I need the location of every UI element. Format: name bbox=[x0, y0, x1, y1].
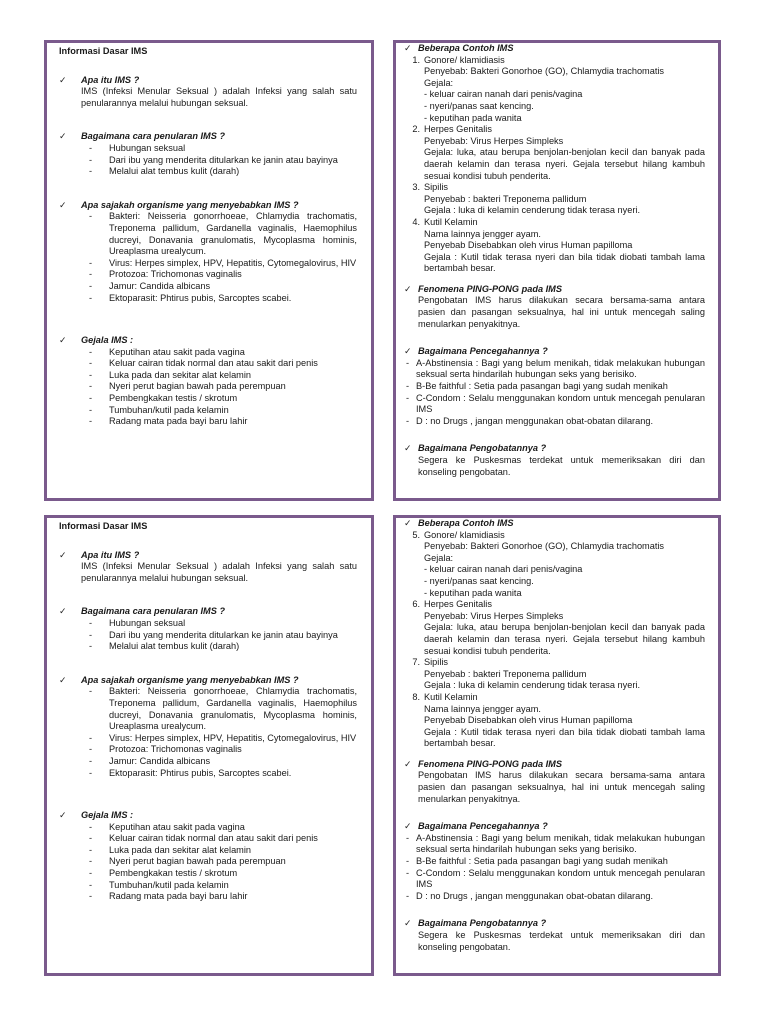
list-item: - Pembengkakan testis / skrotum bbox=[89, 868, 238, 879]
question-treatment: ✓ Bagaimana Pengobatannya ? bbox=[404, 918, 547, 929]
list-item: - Jamur: Candida albicans bbox=[89, 755, 211, 766]
question-organisms: ✓ Apa sajakah organisme yang menyebabkan IMS ? bbox=[59, 674, 299, 685]
list-item: - Radang mata pada bayi baru lahir bbox=[89, 891, 248, 902]
list-item: - Ektoparasit: Phtirus pubis, Sarcoptes scabei. bbox=[89, 767, 292, 778]
list-item: - Keputihan atau sakit pada vagina bbox=[89, 346, 245, 357]
check-icon: ✓ bbox=[59, 74, 67, 85]
examples-panel-bottom: ✓ Beberapa Contoh IMS 5. Gonore/ klamidiasis Penyebab: Bakteri Gonorhoe (GO), Chlamydia trachomatis Gejala: - keluar cairan nanah dari penis/vagina - nyeri/panas saat kencing. - keputihan pada wanita 6. Herpes Genitalis Penyebab: Virus Herpes Simpleks Gejala: luka, atau berupa benjolan-benjolan kecil dan banyak pada daerah kelamin dan terasa nyeri. Gejala tersebut hilang kambuh sesuai kondisi tubuh penderita. 7. Sipilis Penyebab : bakteri Treponema pallidum Gejala : luka di kelamin cenderung tidak terasa nyeri. 8. Kutil Kelamin Nama lainnya jengger ayam. Penyebab Disebabkan oleh virus Human papilloma Gejala : Kutil tidak terasa nyeri dan bila tidak diobati tambah lama bertambah besar. ✓ Fenomena PING-PONG pada IMS Pengobatan IMS harus dilakukan secara bersama-sama antara pasien dan pasangan seksualnya, hal ini untuk mencegah saling menularkan penyakitnya. ✓ Bagaimana Pencegahannya ? - A-Abstinensia : Bagi yang belum menikah, tidak melakukan hubungan seksual serta hindarilah hubungan seks yang berisiko. - B-Be faithful : Setia pada pasangan bagi yang sudah menikah - C-Condom : Selalu menggunakan kondom untuk mencegah penularan IMS - D : no Drugs , jangan menggunakan obat-obatan dilarang. ✓ Bagaimana Pengobatannya ? Segera ke Puskesmas terdekat untuk memeriksakan diri dan konseling pengobatan. bbox=[393, 515, 721, 976]
transmission-list bbox=[59, 618, 357, 653]
list-item: - C-Condom : Selalu menggunakan kondom untuk mencegah penularan IMS bbox=[406, 867, 705, 890]
list-item: - Luka pada dan sekitar alat kelamin bbox=[89, 369, 251, 380]
check-icon: ✓ bbox=[404, 443, 412, 454]
list-item: - Tumbuhan/kutil pada kelamin bbox=[89, 404, 229, 415]
list-item: - Nyeri perut bagian bawah pada perempuan bbox=[89, 856, 286, 867]
list-item: - Radang mata pada bayi baru lahir bbox=[89, 416, 248, 427]
check-icon: ✓ bbox=[59, 199, 67, 210]
list-item: - Melalui alat tembus kulit (darah) bbox=[89, 641, 240, 652]
answer-what-is-ims: IMS (Infeksi Menular Seksual ) adalah Infeksi yang salah satu penularannya melalui hubungan seksual. bbox=[81, 86, 357, 108]
list-item: - Bakteri: Neisseria gonorrhoeae, Chlamydia trachomatis, Treponema pallidum, Gardanella vaginalis, Haemophilus ducreyi, Donavania granulomatis, Mycoplasma hominis, Ureaplasma urealycum. bbox=[89, 686, 357, 732]
symptoms-list bbox=[59, 347, 357, 428]
check-icon: ✓ bbox=[59, 549, 67, 560]
list-item: - B-Be faithful : Setia pada pasangan bagi yang sudah menikah bbox=[406, 381, 668, 392]
question-prevention: ✓ Bagaimana Pencegahannya ? bbox=[404, 821, 548, 832]
list-item: - Pembengkakan testis / skrotum bbox=[89, 393, 238, 404]
example-item: 8. Kutil Kelamin bbox=[412, 691, 478, 702]
list-item: - B-Be faithful : Setia pada pasangan bagi yang sudah menikah bbox=[406, 856, 668, 867]
check-icon: ✓ bbox=[59, 674, 67, 685]
example-item: 3. Sipilis bbox=[412, 182, 448, 193]
list-item: - A-Abstinensia : Bagi yang belum menikah, tidak melakukan hubungan seksual serta hindarilah hubungan seks yang berisiko. bbox=[406, 832, 705, 855]
question-ping-pong: ✓ Fenomena PING-PONG pada IMS bbox=[404, 758, 562, 769]
example-item: 6. Herpes Genitalis bbox=[412, 599, 492, 610]
list-item: - D : no Drugs , jangan menggunakan obat-obatan dilarang. bbox=[406, 890, 653, 901]
question-transmission: ✓ Bagaimana cara penularan IMS ? bbox=[59, 131, 225, 142]
list-item: - Keluar cairan tidak normal dan atau sakit dari penis bbox=[89, 833, 318, 844]
check-icon: ✓ bbox=[59, 606, 67, 617]
list-item: - Virus: Herpes simplex, HPV, Hepatitis, Cytomegalovirus, HIV bbox=[89, 732, 357, 743]
example-item: 7. Sipilis bbox=[412, 657, 448, 668]
list-item: - Melalui alat tembus kulit (darah) bbox=[89, 166, 240, 177]
list-item: - Dari ibu yang menderita ditularkan ke janin atau bayinya bbox=[89, 154, 338, 165]
list-item: - Dari ibu yang menderita ditularkan ke janin atau bayinya bbox=[89, 629, 338, 640]
list-item: - Keluar cairan tidak normal dan atau sakit dari penis bbox=[89, 358, 318, 369]
question-what-is-ims: ✓ Apa itu IMS ? bbox=[59, 549, 140, 560]
check-icon: ✓ bbox=[59, 810, 67, 821]
answer-what-is-ims: IMS (Infeksi Menular Seksual ) adalah Infeksi yang salah satu penularannya melalui hubungan seksual. bbox=[81, 561, 357, 583]
examples-panel-top: ✓ Beberapa Contoh IMS 1. Gonore/ klamidiasis Penyebab: Bakteri Gonorhoe (GO), Chlamydia trachomatis Gejala: - keluar cairan nanah dari penis/vagina - nyeri/panas saat kencing. - keputihan pada wanita 2. Herpes Genitalis Penyebab: Virus Herpes Simpleks Gejala: luka, atau berupa benjolan-benjolan kecil dan banyak pada daerah kelamin dan terasa nyeri. Gejala tersebut hilang kambuh sesuai kondisi tubuh penderita. 3. Sipilis Penyebab : bakteri Treponema pallidum Gejala : luka di kelamin cenderung tidak terasa nyeri. 4. Kutil Kelamin Nama lainnya jengger ayam. Penyebab Disebabkan oleh virus Human papilloma Gejala : Kutil tidak terasa nyeri dan bila tidak diobati tambah lama bertambah besar. ✓ Fenomena PING-PONG pada IMS Pengobatan IMS harus dilakukan secara bersama-sama antara pasien dan pasangan seksualnya, hal ini untuk mencegah saling menularkan penyakitnya. ✓ Bagaimana Pencegahannya ? - A-Abstinensia : Bagi yang belum menikah, tidak melakukan hubungan seksual serta hindarilah hubungan seks yang berisiko. - B-Be faithful : Setia pada pasangan bagi yang sudah menikah - C-Condom : Selalu menggunakan kondom untuk mencegah penularan IMS - D : no Drugs , jangan menggunakan obat-obatan dilarang. ✓ Bagaimana Pengobatannya ? Segera ke Puskesmas terdekat untuk memeriksakan diri dan konseling pengobatan. bbox=[393, 40, 721, 501]
organisms-list bbox=[59, 686, 357, 779]
list-item: - Jamur: Candida albicans bbox=[89, 280, 211, 291]
question-transmission: ✓ Bagaimana cara penularan IMS ? bbox=[59, 606, 225, 617]
info-panel-top bbox=[44, 40, 374, 501]
list-item: - A-Abstinensia : Bagi yang belum menikah, tidak melakukan hubungan seksual serta hindarilah hubungan seks yang berisiko. bbox=[406, 357, 705, 380]
list-item: - Keputihan atau sakit pada vagina bbox=[89, 821, 245, 832]
check-icon: ✓ bbox=[404, 283, 412, 294]
panel-title: Informasi Dasar IMS bbox=[59, 521, 148, 531]
symptoms-list bbox=[59, 822, 357, 903]
list-item: - Virus: Herpes simplex, HPV, Hepatitis, Cytomegalovirus, HIV bbox=[89, 257, 357, 268]
check-icon: ✓ bbox=[404, 43, 412, 53]
list-item: - Protozoa: Trichomonas vaginalis bbox=[89, 269, 242, 280]
question-organisms: ✓ Apa sajakah organisme yang menyebabkan IMS ? bbox=[59, 199, 299, 210]
transmission-list bbox=[59, 143, 357, 178]
list-item: - Hubungan seksual bbox=[89, 617, 186, 628]
question-examples: ✓ Beberapa Contoh IMS bbox=[404, 43, 514, 53]
example-item: 5. Gonore/ klamidiasis bbox=[412, 529, 505, 540]
list-item: - Ektoparasit: Phtirus pubis, Sarcoptes scabei. bbox=[89, 292, 292, 303]
check-icon: ✓ bbox=[404, 346, 412, 357]
list-item: - Tumbuhan/kutil pada kelamin bbox=[89, 879, 229, 890]
list-item: - Hubungan seksual bbox=[89, 142, 186, 153]
list-item: - D : no Drugs , jangan menggunakan obat-obatan dilarang. bbox=[406, 415, 653, 426]
list-item: - Protozoa: Trichomonas vaginalis bbox=[89, 744, 242, 755]
question-prevention: ✓ Bagaimana Pencegahannya ? bbox=[404, 346, 548, 357]
question-symptoms: ✓ Gejala IMS : bbox=[59, 335, 134, 346]
question-ping-pong: ✓ Fenomena PING-PONG pada IMS bbox=[404, 283, 562, 294]
check-icon: ✓ bbox=[404, 821, 412, 832]
question-examples: ✓ Beberapa Contoh IMS bbox=[404, 518, 514, 528]
list-item: - C-Condom : Selalu menggunakan kondom untuk mencegah penularan IMS bbox=[406, 392, 705, 415]
check-icon: ✓ bbox=[404, 758, 412, 769]
check-icon: ✓ bbox=[404, 518, 412, 528]
check-icon: ✓ bbox=[59, 131, 67, 142]
example-item: 4. Kutil Kelamin bbox=[412, 216, 478, 227]
example-item: 1. Gonore/ klamidiasis bbox=[412, 54, 505, 65]
check-icon: ✓ bbox=[59, 335, 67, 346]
organisms-list bbox=[59, 211, 357, 304]
info-panel-bottom bbox=[44, 515, 374, 976]
example-item: 2. Herpes Genitalis bbox=[412, 124, 492, 135]
question-treatment: ✓ Bagaimana Pengobatannya ? bbox=[404, 443, 547, 454]
panel-title: Informasi Dasar IMS bbox=[59, 46, 148, 56]
check-icon: ✓ bbox=[404, 918, 412, 929]
list-item: - Luka pada dan sekitar alat kelamin bbox=[89, 844, 251, 855]
question-symptoms: ✓ Gejala IMS : bbox=[59, 810, 134, 821]
list-item: - Bakteri: Neisseria gonorrhoeae, Chlamydia trachomatis, Treponema pallidum, Gardanella vaginalis, Haemophilus ducreyi, Donavania granulomatis, Mycoplasma hominis, Ureaplasma urealycum. bbox=[89, 211, 357, 257]
list-item: - Nyeri perut bagian bawah pada perempuan bbox=[89, 381, 286, 392]
question-what-is-ims: ✓ Apa itu IMS ? bbox=[59, 74, 140, 85]
